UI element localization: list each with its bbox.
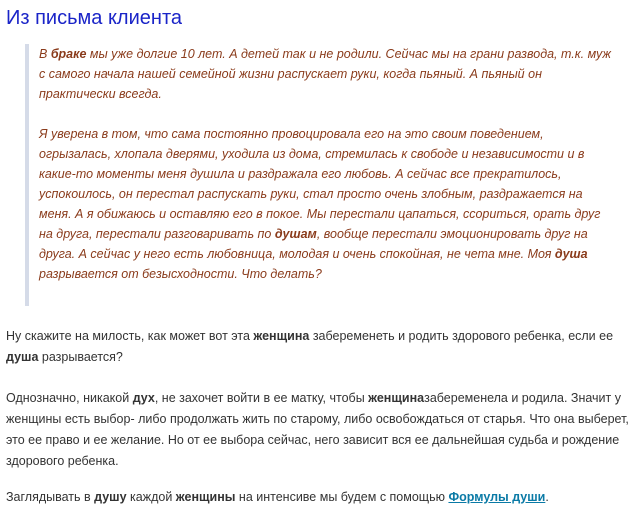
bold-keyword: душам bbox=[274, 227, 317, 241]
text: разрывается от безысходности. Что делать? bbox=[39, 267, 322, 281]
bold-keyword: женщины bbox=[175, 490, 236, 504]
text: забеременеть и родить здорового ребенка, если ее bbox=[309, 329, 614, 343]
text: забеременела и родила. Значит у женщины есть выбор- либо продолжать жить по старому, либо освобождаться от старья. Что она выберет, это ее право и ее желание. Но от ее выбора сейчас, него зависит вся ее дальнейшая судьба и рождение здорового ребенка. bbox=[6, 391, 629, 468]
text: на интенсиве мы будем с помощью bbox=[235, 490, 449, 504]
quote-paragraph-1 bbox=[39, 44, 617, 104]
bold-keyword: женщина bbox=[368, 391, 425, 405]
section-heading: Из письма клиента bbox=[6, 7, 182, 29]
bold-keyword: дух bbox=[132, 391, 155, 405]
bold-keyword: душу bbox=[94, 490, 127, 504]
body-paragraph-3 bbox=[6, 487, 631, 508]
bold-keyword: душа bbox=[554, 247, 588, 261]
body-paragraph-1 bbox=[6, 326, 631, 368]
bold-keyword: душа bbox=[6, 350, 39, 364]
text: . bbox=[545, 490, 549, 504]
text: В bbox=[39, 47, 51, 61]
quote-paragraph-2 bbox=[39, 124, 617, 284]
text: каждой bbox=[126, 490, 176, 504]
text: , не захочет войти в ее матку, чтобы bbox=[154, 391, 369, 405]
bold-keyword: браке bbox=[50, 47, 87, 61]
text: разрывается? bbox=[38, 350, 123, 364]
text: Однозначно, никакой bbox=[6, 391, 133, 405]
body-paragraph-2 bbox=[6, 388, 631, 472]
bold-keyword: женщина bbox=[253, 329, 310, 343]
text: Заглядывать в bbox=[6, 490, 95, 504]
text: Я уверена в том, что сама постоянно провоцировала его на это своим поведением, огрызалась, хлопала дверями, уходила из дома, стремилась к свободе и независимости и в какие-то моменты меня душила и раздражала его любовь. А сейчас все прекратилось, успокоилось, он перестал распускать руки, стал просто очень злобным, раздражается на меня. А я обижаюсь и оставляю его в покое. Мы перестали цапаться, ссориться, орать друг на друга, перестали разговаривать по bbox=[39, 127, 601, 241]
text: Ну скажите на милость, как может вот эта bbox=[6, 329, 254, 343]
formula-of-soul-link[interactable]: Формулы души bbox=[448, 490, 546, 504]
client-letter-quote bbox=[25, 44, 617, 306]
text: мы уже долгие 10 лет. А детей так и не родили. Сейчас мы на грани развода, т.к. муж с самого начала нашей семейной жизни распускает руки, когда пьяный. А пьяный он практически всегда. bbox=[39, 47, 612, 101]
text: , вообще перестали эмоционировать друг на друга. А сейчас у него есть любовница, молодая и очень спокойная, не чета мне. Моя bbox=[39, 227, 588, 261]
